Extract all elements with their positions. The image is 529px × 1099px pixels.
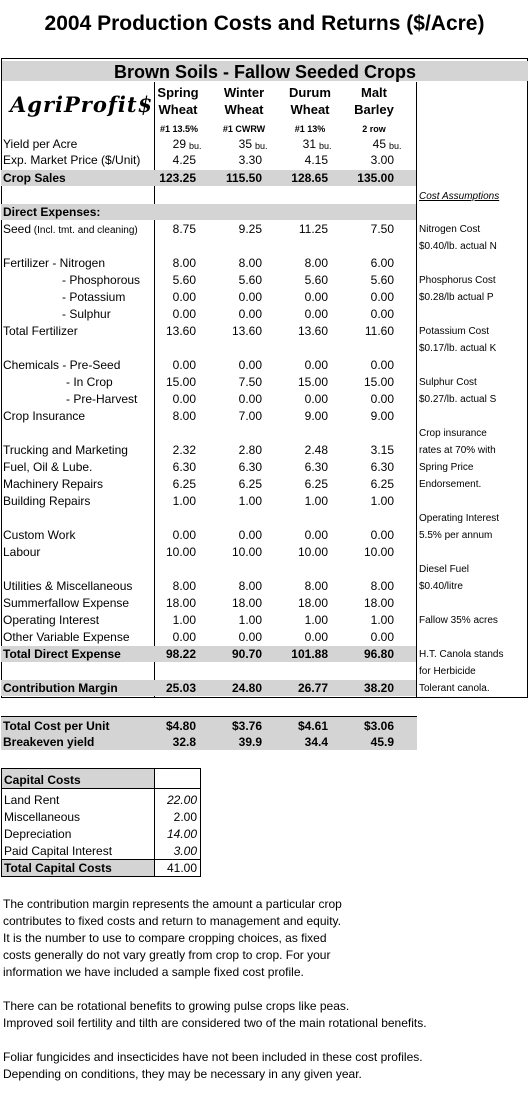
- cell-value: 15.00: [297, 375, 328, 389]
- paragraph-line: information we have included a sample fixed cost profile.: [3, 965, 304, 979]
- cell-value: 90.70: [231, 647, 262, 661]
- cell-value: 29: [172, 137, 186, 151]
- row-label: Operating Interest: [3, 613, 100, 627]
- paragraph-line: contributes to fixed costs and return to management and equity.: [3, 914, 341, 928]
- paragraph-line: Depending on conditions, they may be necessary in any given year.: [3, 1067, 362, 1081]
- cost-note: $0.40/lb. actual N: [419, 241, 497, 252]
- cell-value: 0.00: [370, 392, 394, 406]
- cell-value: 0.00: [172, 528, 196, 542]
- cell-value: 11.60: [364, 324, 394, 338]
- cell-value: 38.20: [363, 681, 394, 695]
- row-label: Chemicals - Pre-Seed: [3, 358, 121, 372]
- paragraph-line: Foliar fungicides and insecticides have not been included in these cost profiles.: [3, 1050, 423, 1064]
- cell-value: 7.00: [238, 409, 262, 423]
- capital-heading: Capital Costs: [4, 773, 81, 787]
- divider: [1, 788, 201, 789]
- cell-value: 1.00: [304, 613, 328, 627]
- crop-grade: #1 CWRW: [222, 124, 266, 134]
- cell-value: 10.00: [363, 545, 394, 559]
- cell-value: 13.60: [297, 324, 328, 338]
- cell-value: 11.25: [298, 222, 328, 236]
- cost-note: Fallow 35% acres: [419, 615, 498, 626]
- cell-value: 0.00: [172, 307, 196, 321]
- cell-value: 31: [302, 137, 316, 151]
- row-label: Paid Capital Interest: [4, 844, 113, 858]
- crop-header: Spring: [157, 85, 199, 100]
- cost-note: Endorsement.: [419, 479, 482, 490]
- row-sublabel: (Incl. tmt. and cleaning): [31, 225, 138, 236]
- cell-value: 9.00: [304, 409, 328, 423]
- cell-value: 24.80: [231, 681, 262, 695]
- cost-note: $0.40/litre: [419, 581, 463, 592]
- row-label: Land Rent: [4, 793, 60, 807]
- cell-value: $4.80: [165, 719, 196, 733]
- row-label: Depreciation: [4, 827, 72, 841]
- cell-value: 6.00: [370, 256, 394, 270]
- cell-value: $3.76: [231, 719, 262, 733]
- cell-value: 0.00: [238, 630, 262, 644]
- crop-header: Durum: [289, 85, 331, 100]
- cell-value: 0.00: [370, 307, 394, 321]
- cell-value: 10.00: [231, 545, 262, 559]
- cost-note: H.T. Canola stands: [419, 649, 504, 660]
- cell-value: 3.00: [370, 153, 394, 167]
- row-label: Total Direct Expense: [3, 647, 121, 661]
- cell-value: 18.00: [231, 596, 262, 610]
- row-label: Total Fertilizer: [3, 324, 78, 338]
- cell-value: 8.00: [172, 409, 196, 423]
- row-label: - Potassium: [62, 290, 126, 304]
- crop-header: Wheat: [158, 102, 198, 117]
- cell-value: 0.00: [304, 528, 328, 542]
- crop-grade: 2 row: [362, 124, 386, 134]
- cell-value: 1.00: [238, 613, 262, 627]
- cell-value: 6.25: [304, 477, 328, 491]
- cell-value: 22.00: [166, 793, 197, 807]
- row-label: Summerfallow Expense: [3, 596, 130, 610]
- cell-value: 10.00: [297, 545, 328, 559]
- row-label: Machinery Repairs: [3, 477, 104, 491]
- cell-value: 6.25: [238, 477, 262, 491]
- cell-value: 10.00: [165, 545, 196, 559]
- cost-note: $0.27/lb. actual S: [419, 394, 497, 405]
- cell-value: 3.00: [173, 844, 197, 858]
- cell-value: 135.00: [357, 171, 394, 185]
- cell-value: 0.00: [172, 630, 196, 644]
- crop-header: Barley: [354, 102, 394, 117]
- cell-value: 1.00: [304, 494, 328, 508]
- row-label: Yield per Acre: [3, 137, 78, 151]
- section-label: Direct Expenses:: [3, 205, 101, 219]
- row-label: Labour: [3, 545, 41, 559]
- row-label: - In Crop: [66, 375, 113, 389]
- cell-value: 0.00: [370, 528, 394, 542]
- paragraph-line: It is the number to use to compare cropping choices, as fixed: [3, 931, 327, 945]
- row-label: Exp. Market Price ($/Unit): [3, 153, 141, 167]
- cost-note: Spring Price: [419, 462, 474, 473]
- cell-value: 0.00: [238, 392, 262, 406]
- row-label: Total Cost per Unit: [3, 719, 110, 733]
- row-label: - Pre-Harvest: [66, 392, 138, 406]
- cell-value: 45.9: [370, 735, 394, 749]
- cell-value: 0.00: [238, 307, 262, 321]
- cell-value: 0.00: [304, 392, 328, 406]
- cost-note: $0.17/lb. actual K: [419, 343, 497, 354]
- cell-value: 3.15: [370, 443, 394, 457]
- crop-header: Wheat: [290, 102, 330, 117]
- paragraph-line: Improved soil fertility and tilth are considered two of the main rotational benefits.: [3, 1016, 427, 1030]
- row-label: Contribution Margin: [3, 681, 118, 695]
- cost-note: Diesel Fuel: [419, 564, 470, 575]
- unit-label: bu.: [319, 141, 332, 151]
- cell-value: 5.60: [370, 273, 394, 287]
- cell-value: 0.00: [370, 290, 394, 304]
- cell-value: 101.88: [291, 647, 328, 661]
- row-label: Utilities & Miscellaneous: [3, 579, 133, 593]
- cost-note: Nitrogen Cost: [419, 224, 481, 235]
- cell-value: 18.00: [165, 596, 196, 610]
- row-label: Trucking and Marketing: [3, 443, 128, 457]
- cost-note: Tolerant canola.: [419, 683, 490, 694]
- cell-value: 0.00: [304, 290, 328, 304]
- cell-value: 39.9: [238, 735, 262, 749]
- cell-value: 0.00: [238, 528, 262, 542]
- cell-value: 8.00: [172, 256, 196, 270]
- cell-value: 8.00: [172, 579, 196, 593]
- row-label: Crop Sales: [3, 171, 66, 185]
- cell-value: 15.00: [165, 375, 196, 389]
- row-label: Total Capital Costs: [4, 861, 112, 875]
- cell-value: 6.30: [172, 460, 196, 474]
- row-label: Custom Work: [3, 528, 76, 542]
- cell-value: 0.00: [304, 307, 328, 321]
- cell-value: 13.60: [231, 324, 262, 338]
- cost-note: Phosphorus Cost: [419, 275, 496, 286]
- cell-value: 0.00: [172, 392, 196, 406]
- cell-value: 3.30: [238, 153, 262, 167]
- cell-value: 6.30: [370, 460, 394, 474]
- cell-value: 41.00: [166, 861, 197, 875]
- unit-label: bu.: [389, 141, 402, 151]
- cell-value: 5.60: [304, 273, 328, 287]
- cell-value: 8.00: [238, 579, 262, 593]
- cell-value: $3.06: [363, 719, 394, 733]
- cell-value: 9.00: [370, 409, 394, 423]
- row-label: Building Repairs: [3, 494, 91, 508]
- cell-value: 4.25: [172, 153, 196, 167]
- row-label: - Phosphorous: [62, 273, 141, 287]
- cell-value: 18.00: [363, 596, 394, 610]
- row-label: Crop Insurance: [3, 409, 86, 423]
- cell-value: 45: [372, 137, 386, 151]
- cell-value: 1.00: [370, 494, 394, 508]
- cell-value: 0.00: [370, 358, 394, 372]
- cell-value: 6.25: [172, 477, 196, 491]
- table-subtitle: Brown Soils - Fallow Seeded Crops: [2, 61, 528, 81]
- cost-note: Crop insurance: [419, 428, 487, 439]
- paragraph-line: costs generally do not vary greatly from crop to crop. For your: [3, 948, 331, 962]
- cell-value: 0.00: [172, 358, 196, 372]
- cell-value: 6.30: [304, 460, 328, 474]
- cell-value: 34.4: [304, 735, 328, 749]
- cell-value: 25.03: [165, 681, 196, 695]
- cell-value: 0.00: [304, 358, 328, 372]
- row-label: Seed (Incl. tmt. and cleaning): [3, 222, 138, 236]
- cell-value: 2.00: [173, 810, 197, 824]
- row-label: Miscellaneous: [4, 810, 81, 824]
- cell-value: 8.75: [172, 222, 196, 236]
- cost-note: rates at 70% with: [419, 445, 496, 456]
- cell-value: 96.80: [363, 647, 394, 661]
- row-label: Fuel, Oil & Lube.: [3, 460, 93, 474]
- cell-value: 0.00: [304, 630, 328, 644]
- crop-grade: #1 13.5%: [159, 124, 199, 134]
- cell-value: 2.32: [172, 443, 196, 457]
- cell-value: 1.00: [172, 494, 196, 508]
- cell-value: 14.00: [166, 827, 197, 841]
- cost-note: for Herbicide: [419, 666, 476, 677]
- crop-header: Malt: [361, 85, 387, 100]
- cell-value: 15.00: [363, 375, 394, 389]
- unit-label: bu.: [255, 141, 268, 151]
- cell-value: 115.50: [225, 171, 262, 185]
- cell-value: 6.30: [238, 460, 262, 474]
- row-label: Fertilizer - Nitrogen: [3, 256, 106, 270]
- crop-grade: #1 13%: [294, 124, 326, 134]
- cell-value: 2.80: [238, 443, 262, 457]
- row-label: Other Variable Expense: [3, 630, 130, 644]
- cell-value: 7.50: [370, 222, 394, 236]
- column-divider: [416, 82, 417, 698]
- cell-value: 1.00: [238, 494, 262, 508]
- cell-value: 1.00: [172, 613, 196, 627]
- crop-header: Winter: [223, 85, 265, 100]
- cell-value: 8.00: [370, 579, 394, 593]
- page-title: 2004 Production Costs and Returns ($/Acre): [44, 12, 485, 35]
- row-label: - Sulphur: [62, 307, 111, 321]
- cell-value: 8.00: [304, 579, 328, 593]
- cell-value: 0.00: [172, 290, 196, 304]
- cell-value: 2.48: [304, 443, 328, 457]
- cell-value: 32.8: [172, 735, 196, 749]
- cell-value: 8.00: [304, 256, 328, 270]
- crop-header: Wheat: [224, 102, 264, 117]
- agriprofit-logo: AgriProfit$: [10, 92, 154, 117]
- cost-note: 5.5% per annum: [419, 530, 493, 541]
- cell-value: 8.00: [238, 256, 262, 270]
- cell-value: 13.60: [165, 324, 196, 338]
- cell-value: $4.61: [297, 719, 328, 733]
- cost-note: Operating Interest: [419, 513, 500, 524]
- cell-value: 1.00: [370, 613, 394, 627]
- cell-value: 128.65: [291, 171, 328, 185]
- cell-value: 35: [238, 137, 252, 151]
- paragraph-line: The contribution margin represents the amount a particular crop: [3, 897, 342, 911]
- cell-value: 0.00: [370, 630, 394, 644]
- cost-note: $0.28/lb actual P: [419, 292, 494, 303]
- cell-value: 5.60: [238, 273, 262, 287]
- cell-value: 7.50: [238, 375, 262, 389]
- unit-label: bu.: [189, 141, 202, 151]
- cell-value: 5.60: [172, 273, 196, 287]
- cell-value: 123.25: [159, 171, 196, 185]
- cell-value: 0.00: [238, 358, 262, 372]
- cost-assumptions-heading: Cost Assumptions: [419, 191, 500, 202]
- cost-note: Sulphur Cost: [419, 377, 477, 388]
- cost-note: Potassium Cost: [419, 326, 490, 337]
- cell-value: 6.25: [370, 477, 394, 491]
- cell-value: 98.22: [165, 647, 196, 661]
- cell-value: 18.00: [297, 596, 328, 610]
- cell-value: 0.00: [238, 290, 262, 304]
- cell-value: 26.77: [297, 681, 328, 695]
- cell-value: 9.25: [238, 222, 262, 236]
- paragraph-line: There can be rotational benefits to growing pulse crops like peas.: [3, 999, 350, 1013]
- row-label: Breakeven yield: [3, 735, 95, 749]
- cell-value: 4.15: [304, 153, 328, 167]
